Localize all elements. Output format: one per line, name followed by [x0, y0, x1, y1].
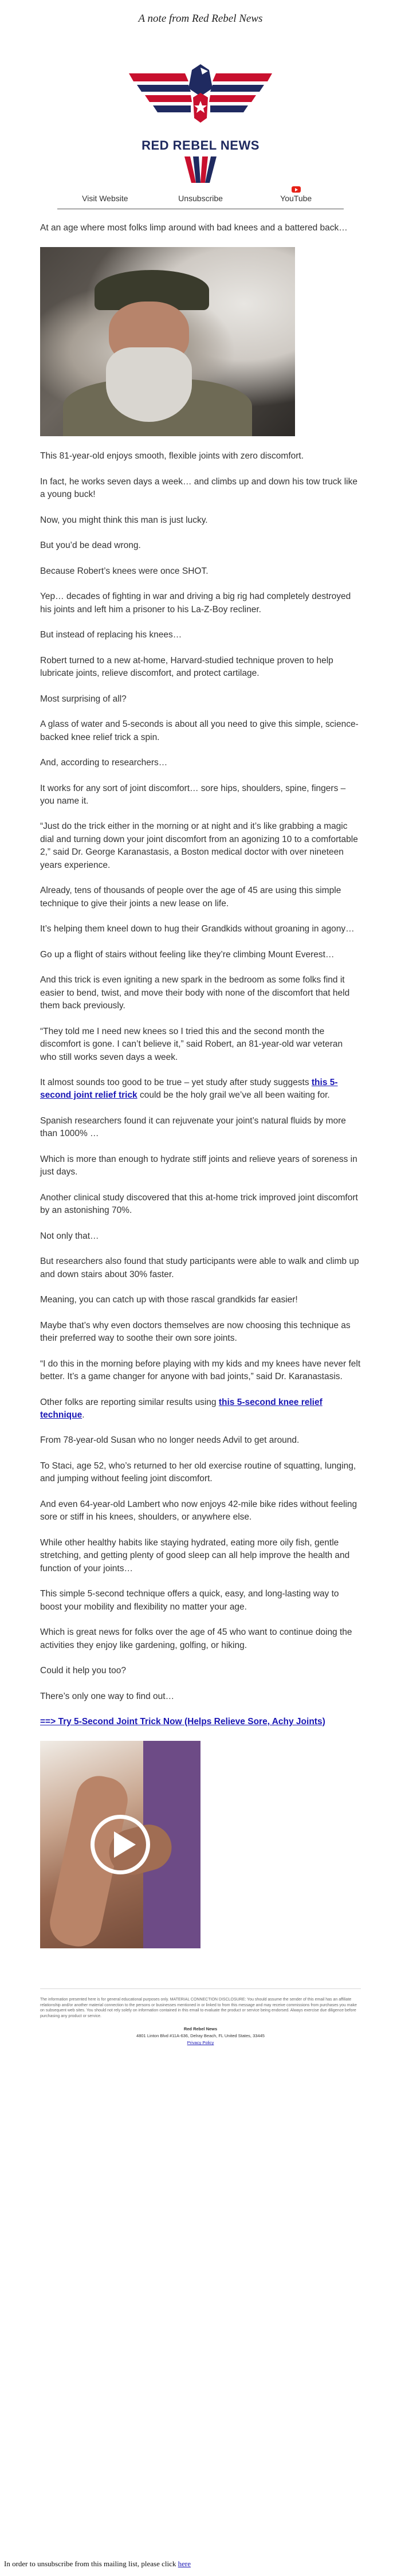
privacy-policy-link[interactable]: Privacy Policy [187, 2040, 214, 2046]
footer [40, 1997, 361, 2046]
paragraph: Most surprising of all? [40, 694, 127, 704]
joint-relief-trick-link[interactable]: this 5-second joint relief trick [40, 1078, 338, 1101]
eagle-logo-icon [129, 63, 272, 138]
text: could be the holy grail we’ve all been waiting for. [137, 1090, 330, 1101]
text: It almost sounds too good to be true – yet study after study suggests [40, 1078, 312, 1087]
try-joint-trick-link[interactable]: ==> Try 5-Second Joint Trick Now (Helps Relieve Sore, Achy Joints) [40, 1717, 325, 1727]
paragraph: But instead of replacing his knees… [40, 630, 182, 640]
brand-name: RED REBEL NEWS [141, 138, 260, 152]
paragraph: “They told me I need new knees so I tried this and the second month the discomfort is gone. I can’t believe it,” said Robert, an 81-year-old war veteran who still works seven days a week. [40, 1026, 343, 1062]
paragraph: “Just do the trick either in the morning or at night and it’s like grabbing a magic dial and turning down your joint discomfort from an agonizing 10 to a comfortable 2,” said Dr. George Karanastasis, a Boston medical doctor with over nineteen years experience. [40, 821, 358, 870]
video-thumbnail[interactable] [40, 1741, 200, 1948]
paragraph: There’s only one way to find out… [40, 1691, 175, 1701]
paragraph: Meaning, you can catch up with those rascal grandkids far easier! [40, 1295, 298, 1305]
paragraph: Because Robert’s knees were once SHOT. [40, 566, 209, 576]
paragraph: And, according to researchers… [40, 758, 168, 768]
footer-address: 4801 Linton Blvd #11A-636, Delray Beach, FL United States, 33445 [136, 2033, 265, 2039]
paragraph: Which is great news for folks over the age of 45 who want to continue doing the activities they enjoy like gardening, golfing, or hiking. [40, 1627, 352, 1650]
article-body [40, 222, 361, 1948]
footer-info [40, 2026, 361, 2046]
disclaimer-text: The information presented here is for general educational purposes only. MATERIAL CONNECTION DISCLOSURE: You should assume the sender of this email has an affiliate relationship and/or another material connection to the persons or businesses mentioned in or linked to from this message and may receive commissions from purchases you make on subsequent web sites. You should not rely solely on information contained in this email to evaluate the product or service being endorsed. Always exercise due diligence before purchasing any product or service. [40, 1998, 357, 2018]
paragraph: Robert turned to a new at-home, Harvard-studied technique proven to help lubricate joints, relieve discomfort, and protect cartilage. [40, 655, 333, 679]
play-icon[interactable] [91, 1815, 150, 1874]
paragraph: And even 64-year-old Lambert who now enjoys 42-mile bike rides without feeling sore or stiff in his knees, shoulders, or anywhere else. [40, 1499, 357, 1522]
visit-website-link[interactable]: Visit Website [82, 194, 128, 203]
cta-block [40, 1716, 361, 1728]
paragraph: To Staci, age 52, who’s returned to her old exercise routine of squatting, lunging, and jumping without feeling joint discomfort. [40, 1461, 356, 1484]
paragraph: But you’d be dead wrong. [40, 541, 141, 551]
footer-brand: Red Rebel News [183, 2026, 218, 2032]
hero-beard [106, 347, 192, 422]
text: Other folks are reporting similar results using [40, 1397, 219, 1407]
paragraph: Not only that… [40, 1231, 99, 1241]
paragraph: Already, tens of thousands of people over the age of 45 are using this simple technique to give their joints a new lease on life. [40, 886, 341, 909]
email-container [40, 0, 361, 1948]
footer-divider [40, 1988, 361, 1989]
unsubscribe-notice [4, 2559, 191, 2569]
paragraph: “I do this in the morning before playing with my kids and my knees have never felt better. It’s a game changer for anyone with bad joints,” said Dr. Karanastasis. [40, 1359, 361, 1382]
paragraph: And this trick is even igniting a new spark in the bedroom as some folks find it easier to bend, twist, and move their body with none of the discomfort that held them back previously. [40, 975, 350, 1011]
youtube-icon [292, 186, 301, 193]
unsubscribe-here-link[interactable]: here [178, 2559, 191, 2568]
hero-image[interactable] [40, 247, 295, 436]
unsubscribe-link[interactable]: Unsubscribe [178, 194, 223, 203]
paragraph: Maybe that’s why even doctors themselves are now choosing this technique as their preferred way to soothe their own sore joints. [40, 1320, 351, 1344]
paragraph: From 78-year-old Susan who no longer needs Advil to get around. [40, 1435, 300, 1446]
paragraph: Another clinical study discovered that this at-home trick improved joint discomfort by an astonishing 70%. [40, 1192, 358, 1216]
paragraph: This 81-year-old enjoys smooth, flexible joints with zero discomfort. [40, 451, 304, 461]
paragraph: But researchers also found that study participants were able to walk and climb up and down stairs about 30% faster. [40, 1256, 359, 1279]
paragraph: In fact, he works seven days a week… and climbs up and down his tow truck like a young buck! [40, 476, 357, 500]
paragraph: Yep… decades of fighting in war and driving a big rig had completely destroyed his joints and left him a prisoner to his La-Z-Boy recliner. [40, 592, 351, 614]
paragraph: A glass of water and 5-seconds is about all you need to give this simple, science-backed knee relief trick a spin. [40, 719, 359, 742]
paragraph: Now, you might think this man is just lucky. [40, 515, 208, 525]
paragraph: Could it help you too? [40, 1666, 126, 1676]
header-nav [57, 186, 344, 209]
paragraph-with-link [40, 1076, 361, 1102]
intro-paragraph: At an age where most folks limp around with bad knees and a battered back… [40, 223, 348, 233]
paragraph: Go up a flight of stairs without feeling like they’re climbing Mount Everest… [40, 949, 335, 960]
header-note: A note from Red Rebel News [138, 13, 263, 25]
text: . [82, 1410, 85, 1420]
paragraph: Spanish researchers found it can rejuvenate your joint’s natural fluids by more than 1000% … [40, 1115, 346, 1139]
paragraph-with-link [40, 1396, 361, 1422]
paragraph: It’s helping them kneel down to hug their Grandkids without groaning in agony… [40, 924, 355, 934]
paragraph: While other healthy habits like staying hydrated, eating more oily fish, gentle stretching, and getting plenty of good sleep can all help improve the health and function of your joints… [40, 1537, 350, 1573]
paragraph: This simple 5-second technique offers a quick, easy, and long-lasting way to boost your mobility and flexibility no matter your age. [40, 1589, 339, 1612]
brand-logo[interactable] [40, 63, 361, 186]
paragraph: It works for any sort of joint discomfort… sore hips, shoulders, spine, fingers – you name it. [40, 783, 346, 806]
logo-tail-icon [183, 156, 218, 185]
knee-relief-technique-link[interactable]: this 5-second knee relief technique [40, 1397, 323, 1420]
youtube-link[interactable] [248, 186, 344, 203]
unsubscribe-text: In order to unsubscribe from this mailing list, please click [4, 2559, 178, 2568]
youtube-label: YouTube [280, 194, 312, 203]
paragraph: Which is more than enough to hydrate stiff joints and relieve years of soreness in just days. [40, 1154, 357, 1177]
